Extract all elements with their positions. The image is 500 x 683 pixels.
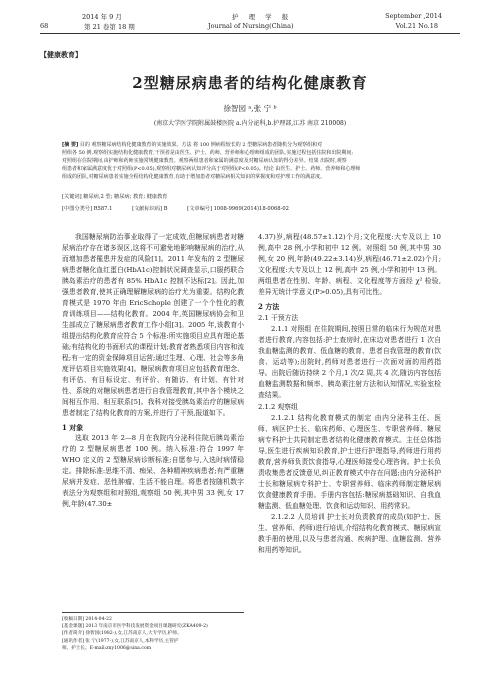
- footnote-line: [通讯作者] 张 宁(1977-),女,江苏南京人,本科学历,主管护: [62, 638, 179, 644]
- article-title: 2型糖尿病患者的结构化健康教育: [132, 74, 368, 92]
- section-heading: 2 方法: [258, 302, 280, 311]
- clc-number: [中图分类号] R587.1: [62, 206, 113, 212]
- abstract-line: 对照组在住院期间,由护师和药师实施常规健康教育。观察两组患者和家属的满意度及对糖尿病认知的得分差异。结果 出院时,观察: [62, 158, 347, 165]
- section-heading: 1 对象: [62, 423, 84, 432]
- abstract-line: 目的 观察糖尿病结构化健康教育的实施效果。方法 将 100 例病程较长的 2 型糖尿病患者随机分为观察组和对: [79, 142, 323, 148]
- article-id: [文章编号] 1008-9969(2014)18-0068-02: [187, 206, 289, 212]
- right-column: [258, 232, 441, 556]
- header-volume-en: Vol.21 No.18: [395, 22, 438, 30]
- paragraph: 4.37)岁,病程(48.57±1.12)个月;文化程度:大专及以上 10 例,高中 28 例,小学和初中 12 例。对照组 50 例,其中男 30 例,女 20 例,年龄(49.22±3.14)岁,病程(46.71±2.02)个月;文化程度:大专及以上 12 例,高中 25 例,小学和初中 13 例。两组患者在性别、年龄、病程、文化程度等方面经 χ² 检验,差异无统计学意义(P>0.05),具有可比性。: [258, 233, 441, 296]
- header-journal-cn: 护 理 学 报: [232, 13, 293, 21]
- abstract: [62, 141, 440, 181]
- footnote-line: [收稿日期] 2014-04-22: [62, 617, 112, 622]
- authors: 徐智园 ᵃ,张 宁 ᵇ: [223, 104, 277, 113]
- header-date-cn: 2014 年 9 月: [82, 13, 122, 21]
- header-journal-en: Journal of Nursing(China): [208, 22, 294, 30]
- running-header: [0, 6, 500, 38]
- paragraph: 2.1.2.2 人员培训 护士长对负责教育的成员(如护士、医生、营养师、药师)进行培训,介绍结构化教育模式、糖尿病宣教手册的使用,以及与患者沟通、疾病护理、血糖监测、营养和用药等知识。: [258, 513, 441, 554]
- abstract-label: [摘 要]: [62, 142, 79, 148]
- abstract-line: 组患者和家属满意度优于对照组(P<0.05),观察组对糖尿病认知评分高于对照组(P<0.05)。结论 由医生、护士、药师、营养师和心理师: [62, 166, 361, 173]
- footnotes: [62, 612, 244, 652]
- abstract-line: 照组各 50 例,观察组实施结构化健康教育,干预者是由医生、护士、药师、营养师和心理师组成的团队,实施过程包括住院和出院期间;: [62, 150, 354, 157]
- classification: [62, 205, 307, 212]
- footnote-line: [基金课题] 2013 年南京市医学科技发展资金项目课题研究(ZKA409-2): [62, 624, 208, 630]
- section-heading: 2.1.2 观察组: [258, 403, 298, 411]
- header-rule: [40, 33, 460, 34]
- section-tag: 【健康教育】: [40, 50, 82, 59]
- section-heading: 2.1 干预方法: [258, 314, 299, 322]
- paragraph: 我国糖尿病防治事业取得了一定成效,但糖尿病患者对糖尿病治疗存在诸多误区,这将不可避免地影响糖尿病的治疗,从而增加患者罹患并发症的风险[1]。2011 年发布的 2 型糖尿病患者糖化血红蛋白(HbA1c)控制状况调查显示,口服药联合胰岛素治疗的患者有 85% HbA1c 控制不达标[2]。因此,加强患者教育,使其正确理解糖尿病的治疗尤为重要。结构化教育模式是 1970 年由 EricSchople 创建了一个个性化的教育训练项目——结构化教育。2004 年,英国糖尿病协会和卫生部成立了糖尿病患者教育工作小组[3]。2005 年,该教育小组提出结构化教育应符合 5 个标准:所实施项目应具有理论基础;有结构化的书面形式的课程计划;教育者熟悉项目内容和流程;有一定的资金保障项目运营;通过生理、心理、社会等多角度评估项目实施效果[4]。糖尿病教育项目应包括教育理念、有评估、有目标设定、有评价、有随访、有计划、有针对性、系统的对糖尿病患者进行自我管理教育,其中各个模块之间相互作用、相互联系[5]。我科对接受胰岛素治疗的糖尿病患者制定了结构化教育的方案,并进行了干预,报道如下。: [62, 233, 244, 417]
- abstract-line: 组成的团队,对糖尿病患者实施全程结构化健康教育,有助于增加患者对糖尿病相关知识的掌握度和对护理工作的满意度。: [62, 174, 326, 181]
- paragraph: 2.1.2.1 结构化教育模式的制定 由内分泌科主任、医师、病区护士长、临床药师、心理医生、专职营养师、糖尿病专科护士共同制定患者结构化健康教育模式。主任总体指导,医生进行疾病知识教育,护士进行护理指导,药师进行用药教育,营养师负责饮食指导,心理医师接受心理咨询。护士长负责收集患者反馈意见,纠正教育模式中存在问题;由内分泌科护士长和糖尿病专科护士、专职营养师、临床药师制定糖尿病饮食健康教育手册。手册内容包括:糖尿病基础知识、自我血糖监测、低血糖处理、饮食和运动知识、用药常识。: [258, 414, 441, 510]
- keywords: [关键词] 糖尿病,2 型; 糖尿病; 教育; 健康教育: [62, 194, 168, 200]
- doc-code: [文献标识码] B: [132, 206, 168, 212]
- header-date-en: September ,2014: [385, 12, 442, 20]
- paragraph: 2.1.1 对照组 在住院期间,按照日常的临床行为规范对患者进行教育,内容包括:护士查房时,在床边对患者进行 1 次自我血糖监测的教育、低血糖的教育、患者自我管理的教育(饮食、运动等);出院时,药师对患者进行一次面对面的用药指导。出院后随访持续 2 个月,1 次/2 周,共 4 次,随访内容包括血糖监测数据和频率、胰岛素注射方法和认知情况,实验室检查结果。: [258, 325, 441, 399]
- affiliation: (南京大学医学院附属鼓楼医院 a.内分泌科,b.护理部,江苏 南京 210008): [153, 120, 347, 127]
- header-page-number: 68: [40, 22, 49, 30]
- header-volume-cn: 第 21 卷第 18 期: [84, 23, 135, 31]
- left-column: [62, 232, 244, 510]
- footnote-line: 师。护士长。E-mail:zny1006@sina.com: [62, 645, 152, 651]
- paragraph: 选取 2013 年 2—8 月在我院内分泌科住院后胰岛素治疗的 2 型糖尿病患者 100 例。纳入标准:符合 1997 年 WHO 定义的 2 型糖尿病诊断标准;自愿参与,入选时病情稳定。排除标准:思维不清、痴呆、各种精神疾病患者;有严重糖尿病并发症、恶性肿瘤、生活不能自理。将患者按随机数字表法分为观察组和对照组,观察组 50 例,其中男 33 例,女 17 例,年龄(47.30±: [62, 434, 244, 508]
- footnote-line: [作者简介] 徐智园(1982-),女,江苏南京人,大专学历,护师。: [62, 631, 182, 637]
